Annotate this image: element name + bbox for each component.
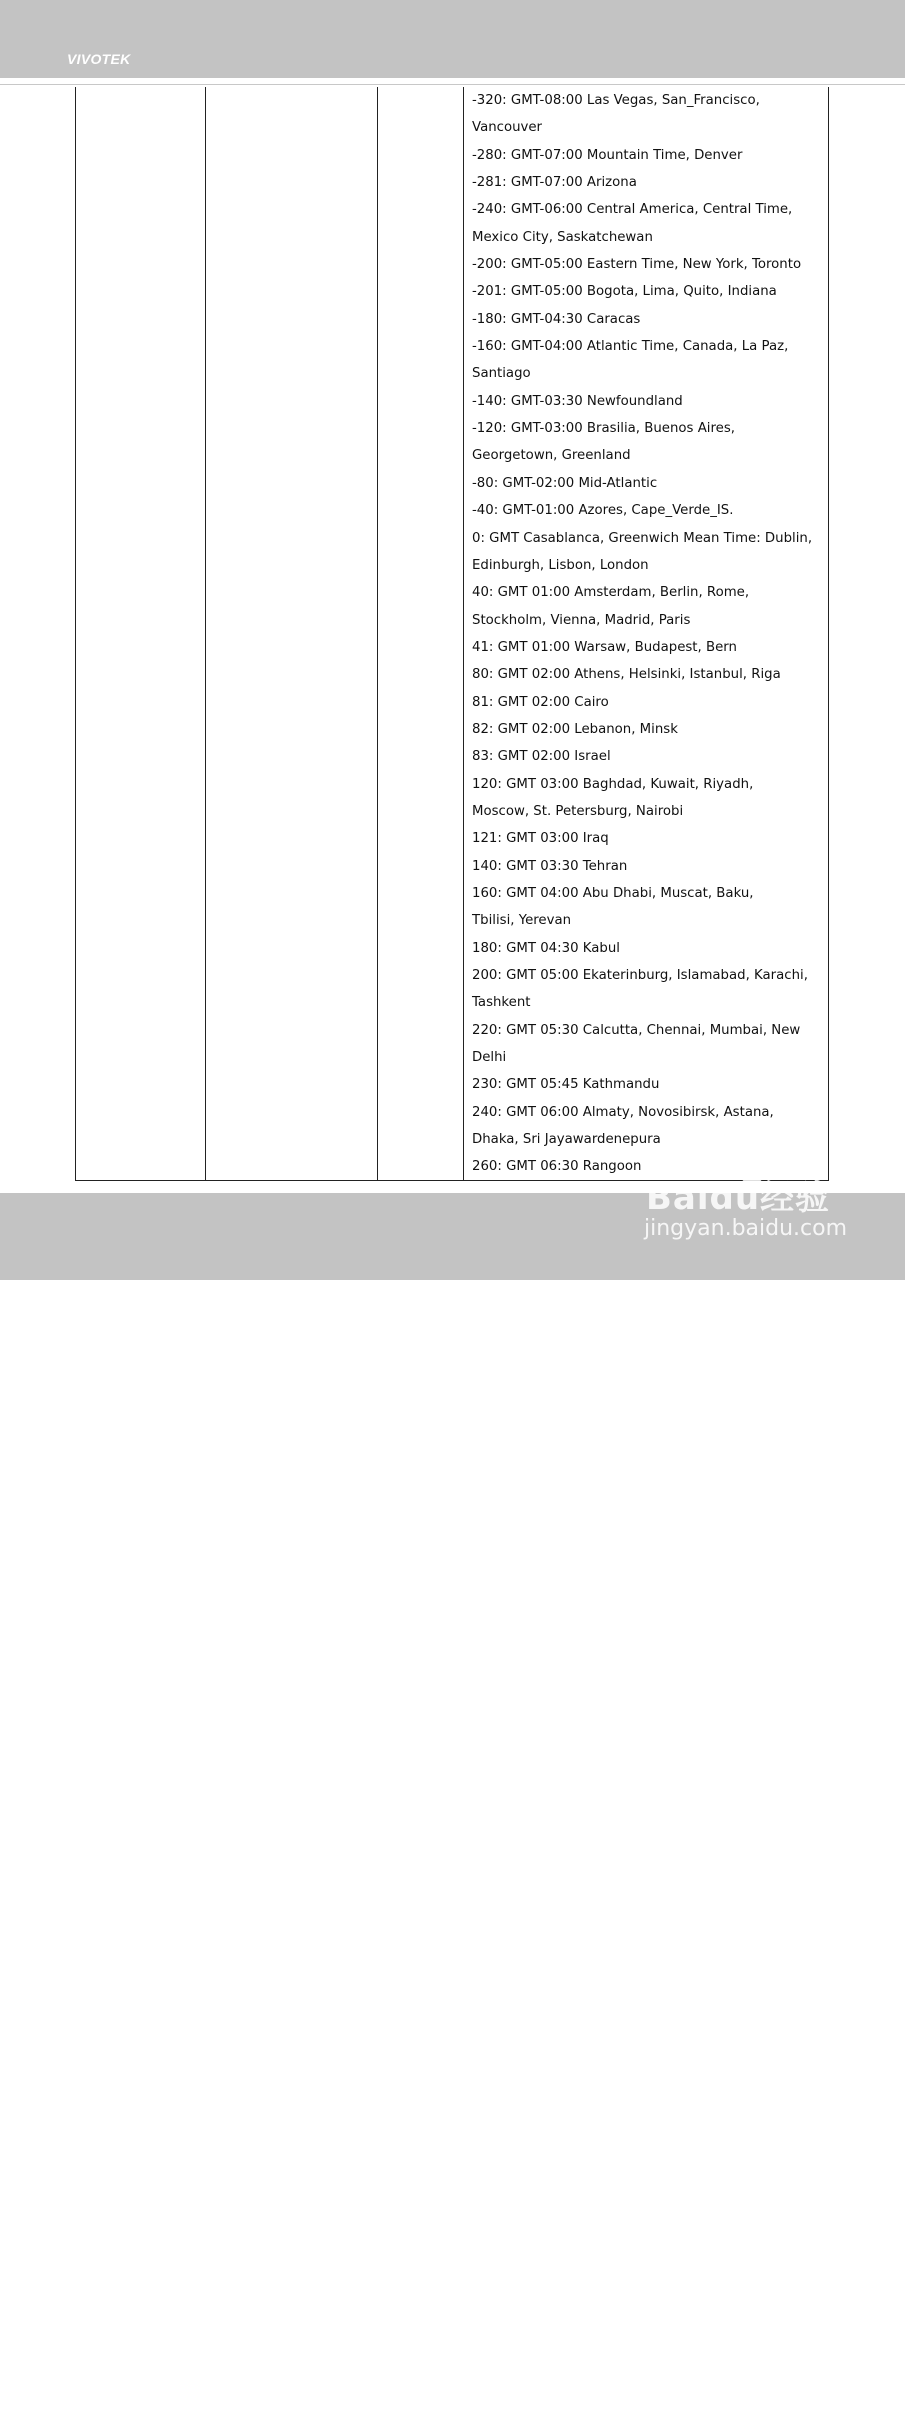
timezone-entry: Vancouver	[472, 120, 543, 136]
timezone-entry: -120: GMT-03:00 Brasilia, Buenos Aires,	[472, 421, 736, 437]
table-column-divider	[377, 87, 378, 1180]
timezone-entry: -201: GMT-05:00 Bogota, Lima, Quito, Indiana	[472, 284, 777, 300]
timezone-entry: Edinburgh, Lisbon, London	[472, 557, 649, 573]
header-band	[0, 0, 905, 78]
timezone-entry: Mexico City, Saskatchewan	[472, 229, 653, 245]
timezone-entry: -40: GMT-01:00 Azores, Cape_Verde_IS.	[472, 503, 734, 519]
timezone-entry: 121: GMT 03:00 Iraq	[472, 831, 609, 847]
parameter-table	[75, 87, 829, 1181]
timezone-entry: 0: GMT Casablanca, Greenwich Mean Time: Dublin,	[472, 530, 813, 546]
timezone-entry: 41: GMT 01:00 Warsaw, Budapest, Bern	[472, 639, 737, 655]
timezone-entry: 83: GMT 02:00 Israel	[472, 749, 611, 765]
timezone-entry: 82: GMT 02:00 Lebanon, Minsk	[472, 721, 678, 737]
timezone-entry: -80: GMT-02:00 Mid-Atlantic	[472, 475, 658, 491]
page-footer: 118 - User's Manual	[65, 2402, 176, 2416]
timezone-entry: Tbilisi, Yerevan	[472, 913, 572, 929]
timezone-entry: 40: GMT 01:00 Amsterdam, Berlin, Rome,	[472, 585, 750, 601]
header-divider	[0, 84, 905, 85]
timezone-entry: -140: GMT-03:30 Newfoundland	[472, 393, 683, 409]
watermark-url: jingyan.baidu.com	[644, 1216, 848, 1241]
timezone-entry: Moscow, St. Petersburg, Nairobi	[472, 803, 684, 819]
timezone-entry: -160: GMT-04:00 Atlantic Time, Canada, La Paz,	[472, 339, 789, 355]
timezone-entry: -320: GMT-08:00 Las Vegas, San_Francisco,	[472, 93, 760, 108]
timezone-entry: 220: GMT 05:30 Calcutta, Chennai, Mumbai, New	[472, 1022, 801, 1038]
watermark-logo-text: Baidu经验	[646, 1178, 831, 1218]
timezone-entry: Santiago	[472, 366, 531, 382]
timezone-entry: 120: GMT 03:00 Baghdad, Kuwait, Riyadh,	[472, 776, 754, 792]
timezone-entry: -200: GMT-05:00 Eastern Time, New York, Toronto	[472, 257, 802, 273]
timezone-entry: 81: GMT 02:00 Cairo	[472, 694, 609, 710]
timezone-entry: 140: GMT 03:30 Tehran	[472, 858, 628, 874]
baidu-watermark	[640, 1142, 870, 1252]
brand-logo: VIVOTEK	[67, 51, 131, 67]
timezone-entry: -281: GMT-07:00 Arizona	[472, 175, 637, 191]
timezone-entry: Georgetown, Greenland	[472, 448, 631, 464]
timezone-entry: 160: GMT 04:00 Abu Dhabi, Muscat, Baku,	[472, 885, 754, 901]
timezone-entry: Tashkent	[472, 995, 531, 1011]
timezone-entry: -280: GMT-07:00 Mountain Time, Denver	[472, 147, 743, 163]
table-column-divider	[463, 87, 464, 1180]
timezone-entry: Dhaka, Sri Jayawardenepura	[472, 1132, 661, 1148]
timezone-entry: -240: GMT-06:00 Central America, Central Time,	[472, 202, 793, 218]
timezone-entry: 80: GMT 02:00 Athens, Helsinki, Istanbul, Riga	[472, 667, 781, 683]
timezone-entry: Delhi	[472, 1050, 507, 1066]
timezone-entry: -180: GMT-04:30 Caracas	[472, 311, 641, 327]
table-column-divider	[205, 87, 206, 1180]
timezone-list	[472, 87, 828, 1181]
timezone-entry: Stockholm, Vienna, Madrid, Paris	[472, 612, 691, 628]
timezone-entry: 260: GMT 06:30 Rangoon	[472, 1159, 642, 1175]
timezone-entry: 230: GMT 05:45 Kathmandu	[472, 1077, 660, 1093]
timezone-entry: 180: GMT 04:30 Kabul	[472, 940, 620, 956]
timezone-entry: 200: GMT 05:00 Ekaterinburg, Islamabad, Karachi,	[472, 968, 808, 983]
timezone-entry: 240: GMT 06:00 Almaty, Novosibirsk, Astana,	[472, 1104, 774, 1120]
